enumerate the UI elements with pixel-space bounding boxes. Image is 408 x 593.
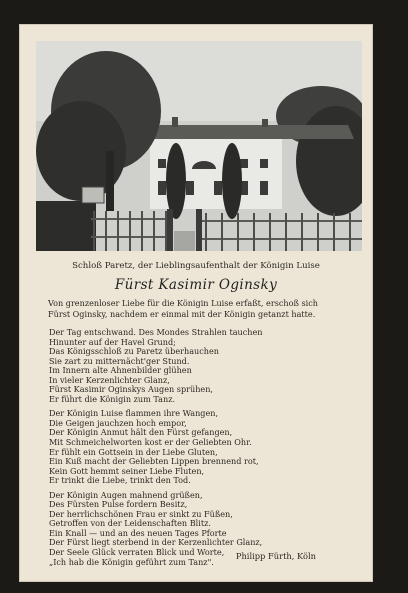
poem-line: Der Königin Luise flammen ihre Wangen, (49, 408, 219, 419)
photo-caption: Schloß Paretz, der Lieblingsaufenthalt der Königin Luise (72, 261, 320, 271)
poem-line: Er führt die Königin zum Tanz. (49, 393, 176, 404)
poem-line: Im Innern alte Ahnenbilder glühen (49, 365, 192, 376)
intro-text (48, 298, 348, 319)
poem-line: Sie zart zu mitternächt'ger Stund. (49, 355, 190, 366)
poem-line: Kein Gott hemmt seiner Liebe Fluten, (49, 465, 205, 476)
castle-photo (36, 41, 362, 251)
postcard (19, 24, 373, 582)
poem-line: Er trinkt die Liebe, trinkt den Tod. (49, 475, 191, 486)
poem-line: Ein Knall — und an des neuen Tages Pforte (49, 527, 227, 538)
poem-body (49, 328, 349, 572)
intro-line: Von grenzenloser Liebe für die Königin Luise erfaßt, erschoß sich (48, 298, 318, 308)
poem-line: Der Königin Augen mahnend grüßen, (49, 489, 203, 500)
poem-line: Er fühlt ein Gottsein in der Liebe Gluten, (49, 446, 218, 457)
poem-line: Der Königin Anmut hält den Fürst gefangen, (49, 427, 233, 438)
poem-line: Ein Kuß macht der Geliebten Lippen brennend rot, (49, 456, 259, 467)
poem-line: Fürst Kasimir Oginskys Augen sprühen, (49, 384, 213, 395)
stanza-1 (49, 328, 349, 404)
poem-line: Das Königsschloß zu Paretz überhauchen (49, 346, 219, 357)
poem-line: In vieler Kerzenlichter Glanz, (49, 374, 170, 385)
poem-title: Fürst Kasimir Oginsky (114, 277, 278, 293)
poem-line: „Ich hab die Königin geführt zum Tanz". (49, 556, 214, 567)
poem-line: Hinunter auf der Havel Grund; (49, 336, 176, 347)
poem-line: Mit Schmeichelworten kost er der Geliebten Ohr. (49, 437, 252, 448)
poem-line: Der herrlichschönen Frau er sinkt zu Füßen, (49, 508, 233, 519)
intro-line: Fürst Oginsky, nachdem er einmal mit der Königin getanzt hatte. (48, 308, 316, 319)
poem-line: Die Geigen jauchzen hoch empor, (49, 417, 187, 428)
poem-line: Des Fürsten Pulse fordern Besitz, (49, 499, 188, 510)
poem-line: Der Fürst liegt sterbend in der Kerzenlichter Glanz, (49, 537, 263, 548)
poem-line: Der Seele Glück verraten Blick und Worte, (49, 547, 225, 558)
poem-line: Getroffen von der Leidenschaften Blitz. (49, 518, 211, 529)
author-signature: Philipp Fürth, Köln (235, 551, 316, 561)
stanza-2 (49, 409, 349, 485)
poem-line: Der Tag entschwand. Des Mondes Strahlen tauchen (49, 327, 263, 337)
